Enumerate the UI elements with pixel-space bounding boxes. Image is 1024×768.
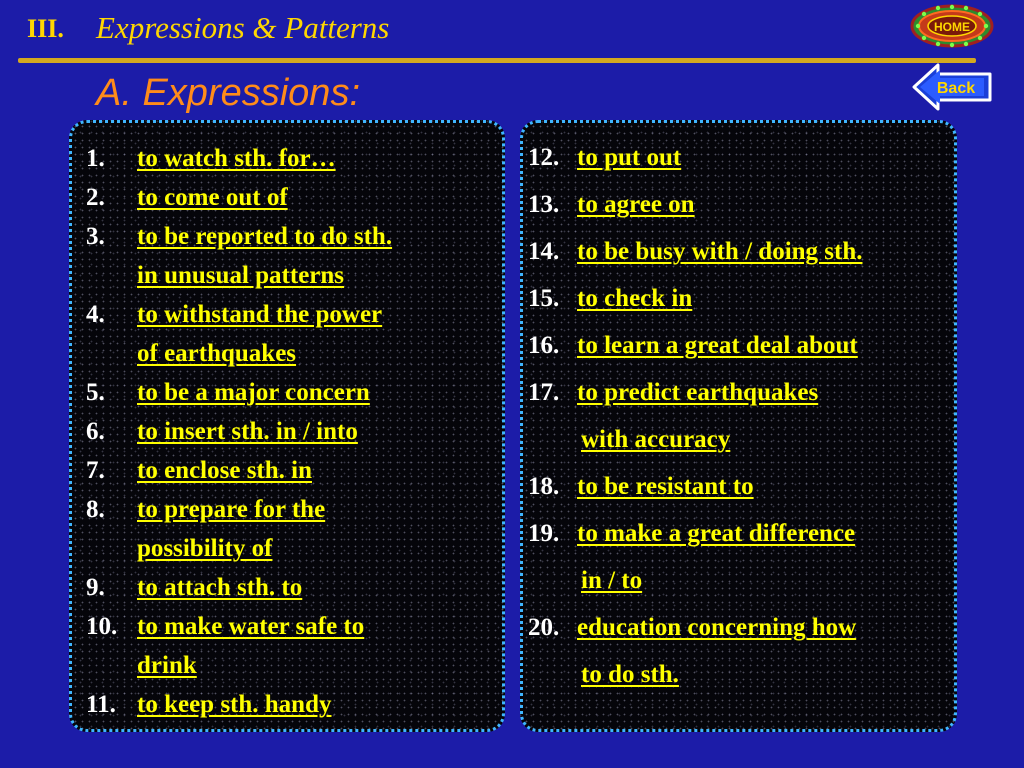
expression-line[interactable]: of earthquakes [137, 340, 297, 367]
expression-item[interactable] [86, 568, 486, 607]
expression-line[interactable]: in / to [581, 567, 643, 594]
expression-item[interactable] [86, 490, 486, 568]
expression-item[interactable] [86, 139, 486, 178]
expression-text[interactable] [577, 181, 695, 228]
expression-text[interactable] [577, 322, 858, 369]
expression-line[interactable]: to keep sth. handy [137, 691, 332, 718]
expression-item[interactable] [528, 134, 958, 181]
expression-line[interactable]: to withstand the power [137, 301, 383, 328]
expression-number: 5. [86, 379, 105, 406]
expressions-list-right [528, 134, 958, 698]
expression-line[interactable]: to enclose sth. in [137, 457, 312, 484]
expression-item[interactable] [86, 412, 486, 451]
expression-item[interactable] [86, 217, 486, 295]
expression-number: 9. [86, 574, 105, 601]
expression-text[interactable] [577, 604, 856, 698]
expression-line[interactable]: to learn a great deal about [577, 332, 858, 359]
expression-item[interactable] [86, 451, 486, 490]
expression-item[interactable] [86, 178, 486, 217]
expression-line[interactable]: to come out of [137, 184, 288, 211]
expression-line[interactable]: drink [137, 652, 197, 679]
expression-item[interactable] [528, 463, 958, 510]
expression-line[interactable]: to attach sth. to [137, 574, 303, 601]
expression-text[interactable] [137, 412, 358, 451]
expression-text[interactable] [577, 463, 754, 510]
expression-item[interactable] [528, 228, 958, 275]
expression-line[interactable]: to be a major concern [137, 379, 370, 406]
expression-line[interactable]: with accuracy [581, 426, 731, 453]
expression-line[interactable]: to be busy with / doing sth. [577, 238, 863, 265]
expression-text[interactable] [137, 295, 382, 373]
expression-line[interactable]: to insert sth. in / into [137, 418, 358, 445]
expression-text[interactable] [137, 139, 336, 178]
header-divider [18, 58, 976, 63]
expression-line[interactable]: to be resistant to [577, 473, 754, 500]
expression-line[interactable]: to check in [577, 285, 693, 312]
expression-text[interactable] [577, 228, 863, 275]
home-icon [910, 4, 994, 48]
expression-text[interactable] [137, 373, 370, 412]
expression-number: 11. [86, 691, 116, 718]
expression-number: 17. [528, 379, 560, 406]
expressions-list-left [86, 139, 486, 724]
expression-number: 13. [528, 191, 560, 218]
back-arrow-icon [912, 62, 992, 112]
expression-number: 7. [86, 457, 105, 484]
back-button[interactable] [912, 62, 992, 112]
expressions-panel-right [520, 120, 957, 732]
expression-number: 2. [86, 184, 105, 211]
expression-line[interactable]: in unusual patterns [137, 262, 345, 289]
expression-line[interactable]: possibility of [137, 535, 273, 562]
header-title: Expressions & Patterns [96, 10, 390, 45]
expression-number: 1. [86, 145, 105, 172]
expression-text[interactable] [577, 510, 855, 604]
expression-line[interactable]: to prepare for the [137, 496, 326, 523]
expression-text[interactable] [137, 568, 302, 607]
expression-item[interactable] [528, 369, 958, 463]
expression-line[interactable]: to make water safe to [137, 613, 365, 640]
expression-line[interactable]: to make a great difference [577, 520, 856, 547]
expression-item[interactable] [86, 295, 486, 373]
home-label: HOME [934, 20, 970, 34]
expression-text[interactable] [577, 369, 818, 463]
back-label: Back [936, 80, 976, 97]
expression-item[interactable] [528, 604, 958, 698]
expression-number: 15. [528, 285, 560, 312]
expression-text[interactable] [137, 685, 332, 724]
expression-number: 16. [528, 332, 560, 359]
expression-item[interactable] [528, 181, 958, 228]
expression-number: 8. [86, 496, 105, 523]
expression-line[interactable]: to be reported to do sth. [137, 223, 393, 250]
expression-item[interactable] [528, 510, 958, 604]
expression-line[interactable]: to put out [577, 144, 682, 171]
expression-number: 19. [528, 520, 560, 547]
expression-line[interactable]: education concerning how [577, 614, 857, 641]
expression-text[interactable] [137, 607, 364, 685]
expression-item[interactable] [86, 607, 486, 685]
expression-text[interactable] [137, 217, 392, 295]
expression-number: 10. [86, 613, 118, 640]
expression-text[interactable] [137, 178, 288, 217]
expression-number: 4. [86, 301, 105, 328]
expressions-panel-left [69, 120, 505, 732]
expression-line[interactable]: to predict earthquakes [577, 379, 819, 406]
expression-text[interactable] [137, 451, 312, 490]
expression-text[interactable] [577, 134, 681, 181]
expression-line[interactable]: to watch sth. for… [137, 145, 336, 172]
home-button[interactable] [910, 4, 994, 48]
expression-item[interactable] [86, 685, 486, 724]
expression-line[interactable]: to agree on [577, 191, 695, 218]
expression-text[interactable] [577, 275, 692, 322]
expression-item[interactable] [528, 275, 958, 322]
expression-item[interactable] [86, 373, 486, 412]
expression-number: 3. [86, 223, 105, 250]
expression-number: 6. [86, 418, 105, 445]
expression-number: 14. [528, 238, 560, 265]
expression-number: 12. [528, 144, 560, 171]
expression-number: 18. [528, 473, 560, 500]
section-title: A. Expressions: [96, 72, 360, 114]
expression-text[interactable] [137, 490, 325, 568]
expression-line[interactable]: to do sth. [581, 661, 679, 688]
header-numeral: III. [27, 14, 64, 43]
expression-item[interactable] [528, 322, 958, 369]
expression-number: 20. [528, 614, 560, 641]
